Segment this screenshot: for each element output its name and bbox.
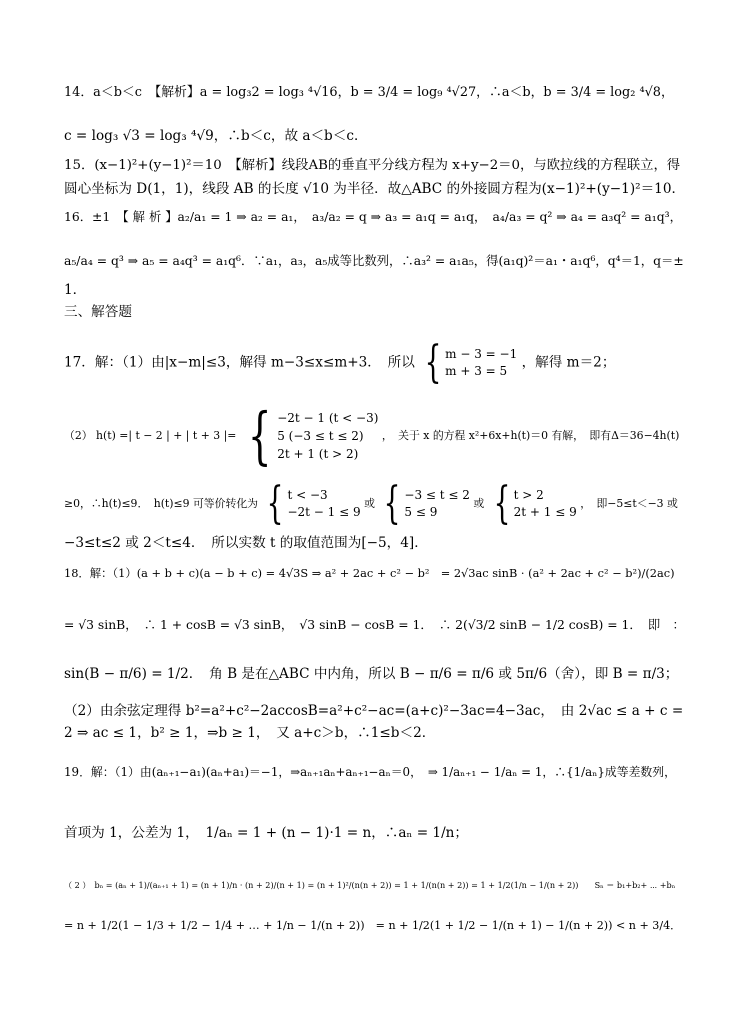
answer-17-line-4: −3≤t≤2 或 2＜t≤4． 所以实数 t 的取值范围为[−5，4]． — [64, 535, 428, 551]
answer-19-line-4: = n + 1/2(1 − 1/3 + 1/2 − 1/4 + … + 1/n − 1/(n + 2)) = n + 1/2(1 + 1/2 − 1/(n + 1) − 1/(n + 2)) < n + 3/4． — [64, 919, 682, 932]
answer-17-line-1 — [64, 337, 685, 388]
answer-17-line-2 — [64, 399, 685, 472]
answer-17-part1-text: 17．解：（1）由|x−m|≤3，解得 m−3≤x≤m+3． 所以 — [64, 354, 415, 371]
answer-18-line-3: sin(B − π/6) = 1/2． 角 B 是在△ABC 中内角，所以 B − π/6 = π/6 或 5π/6（舍），即 B = π/3； — [64, 666, 679, 682]
answer-17-condition-text: ≥0，∴h(t)≤9． h(t)≤9 可等价转化为 — [64, 497, 259, 510]
system-row: −2t − 1 ≤ 9 — [287, 505, 361, 519]
answer-17-condition-result: ， 即−5≤t＜−3 或 — [580, 497, 678, 510]
system-brace-case-1: { t < −3 −2t − 1 ≤ 9 — [267, 478, 361, 529]
system-row: t > 2 — [513, 488, 544, 502]
section-heading-solutions: 三、解答题 — [64, 304, 132, 320]
system-row: m + 3 = 5 — [445, 364, 508, 378]
piecewise-row: 5 (−3 ≤ t ≤ 2) — [277, 429, 364, 443]
or-word: 或 — [473, 497, 485, 510]
system-brace-case-3: { t > 2 2t + 1 ≤ 9 — [493, 478, 577, 529]
answer-15-line-1: 15．(x−1)²+(y−1)²＝10 【解析】线段AB的垂直平分线方程为 x+y−2＝0，与欧拉线的方程联立，得 — [64, 158, 681, 173]
answer-16-line-2: a₅/a₄ = q³ ⇒ a₅ = a₄q³ = a₁q⁶．∵a₁，a₃，a₅成等比数列，∴a₃² = a₁a₅，得(a₁q)²＝a₁・a₁q⁶，q⁴＝1，q＝± — [64, 254, 684, 268]
system-row: 2t + 1 ≤ 9 — [513, 505, 577, 519]
answer-18-line-1: 18．解：（1）(a + b + c)(a − b + c) = 4√3S ⇒ a² + 2ac + c² − b² = 2√3ac sinB · (a² + 2ac + c² − b²)/(2ac) — [64, 566, 675, 580]
system-row: 5 ≤ 9 — [404, 505, 438, 519]
answer-19-line-2: 首项为 1，公差为 1， 1/aₙ = 1 + (n − 1)·1 = n，∴aₙ = 1/n； — [64, 825, 468, 841]
or-word: 或 — [364, 497, 375, 510]
piecewise-row: 2t + 1 (t > 2) — [277, 447, 359, 461]
system-row: −3 ≤ t ≤ 2 — [404, 488, 470, 502]
answer-17-part1-result: ，解得 m＝2； — [521, 354, 616, 371]
answer-18-line-4: （2）由余弦定理得 b²=a²+c²−2accosB=a²+c²−ac=(a+c)²−3ac=4−3ac， 由 2√ac ≤ a + c = — [64, 703, 684, 719]
answer-16-line-3: 1． — [64, 282, 87, 298]
piecewise-row: −2t − 1 (t < −3) — [277, 411, 379, 425]
system-brace-m: { m − 3 = −1 m + 3 = 5 — [424, 337, 518, 388]
answer-19-line-3: （ 2 ） bₙ = (aₙ + 1)/(aₙ₊₁ + 1) = (n + 1)/n · (n + 2)/(n + 1) = (n + 1)²/(n(n + 2)) = 1 + 1/(n(n + 2)) = 1 + 1/2(1/n − 1/(n + 2)) Sₙ ＝ b₁+b₂+ ⋯ +bₙ — [64, 880, 676, 890]
answer-16-line-1: 16．±1 【 解 析 】a₂/a₁ = 1 ⇒ a₂ = a₁， a₃/a₂ = q ⇒ a₃ = a₁q = a₁q， a₄/a₃ = q² ⇒ a₄ = a₃q² = a₁q³， — [64, 210, 682, 224]
answer-14-line-1: 14．a＜b＜c 【解析】a = log₃2 = log₃ ⁴√16，b = 3/4 = log₉ ⁴√27，∴a＜b，b = 3/4 = log₂ ⁴√8， — [64, 85, 674, 100]
piecewise-brace: { −2t − 1 (t < −3) 5 (−3 ≤ t ≤ 2) 2t + 1 (t > 2) — [247, 399, 379, 472]
answer-18-line-2: = √3 sinB， ∴ 1 + cosB = √3 sinB， √3 sinB − cosB = 1． ∴ 2(√3/2 sinB − 1/2 cosB) = 1． 即 ： — [64, 618, 685, 632]
answer-15-line-2: 圆心坐标为 D(1，1)，线段 AB 的长度 √10 为半径．故△ABC 的外接圆方程为(x−1)²+(y−1)²＝10． — [64, 181, 686, 197]
piecewise-function-label: （2） h(t) =| t − 2 | + | t + 3 |= — [64, 429, 237, 442]
system-brace-case-2: { −3 ≤ t ≤ 2 5 ≤ 9 — [383, 478, 470, 529]
answer-17-part2-text: ， 关于 x 的方程 x²+6x+h(t)＝0 有解， 即有Δ＝36−4h(t) — [381, 429, 680, 442]
answer-19-line-1: 19．解：（1）由(aₙ₊₁−a₁)(aₙ+a₁)＝−1，⇒aₙ₊₁aₙ+aₙ₊₁−aₙ＝0， ⇒ 1/aₙ₊₁ − 1/aₙ = 1，∴{1/aₙ}成等差数列， — [64, 765, 676, 779]
system-row: t < −3 — [287, 488, 328, 502]
answer-14-line-2: c = log₃ √3 = log₃ ⁴√9，∴b＜c，故 a＜b＜c． — [64, 128, 368, 144]
system-row: m − 3 = −1 — [445, 347, 518, 361]
answer-17-line-3 — [64, 478, 685, 529]
answer-18-line-5: 2 ⇒ ac ≤ 1，b² ≥ 1，⇒b ≥ 1， 又 a+c＞b，∴1≤b＜2． — [64, 725, 436, 741]
